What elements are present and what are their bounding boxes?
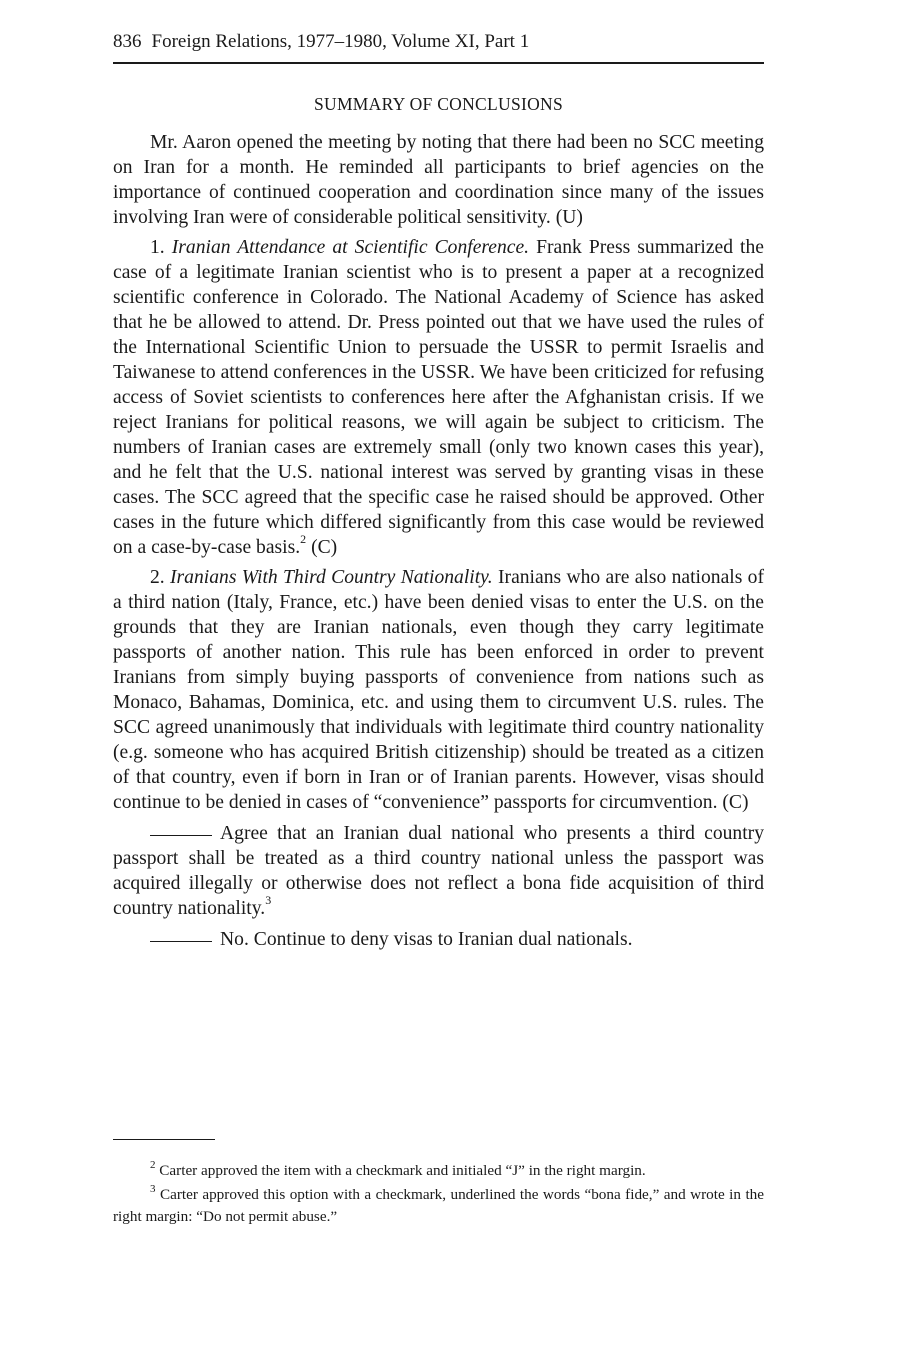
approval-blank-agree — [150, 834, 212, 836]
item-2-title: Iranians With Third Country Nationality. — [170, 567, 493, 588]
footnote-3 — [113, 1184, 764, 1228]
item-1-classification: (C) — [311, 537, 338, 558]
option-no — [113, 927, 764, 952]
footnote-3-number: 3 — [150, 1182, 156, 1195]
footnote-3-text: Carter approved this option with a checkmark, underlined the words “bona fide,” and wrote in the right margin: “Do not permit abuse.” — [113, 1186, 765, 1225]
footnote-ref-3[interactable]: 3 — [265, 893, 272, 908]
item-1-paragraph — [113, 235, 764, 560]
item-2-number: 2. — [150, 567, 165, 588]
section-heading: SUMMARY OF CONCLUSIONS — [313, 94, 564, 114]
footnote-divider — [113, 1139, 215, 1140]
option-no-text: No. Continue to deny visas to Iranian dual nationals. — [220, 929, 633, 950]
footnote-2-text: Carter approved the item with a checkmark and initialed “J” in the right margin. — [159, 1162, 646, 1179]
option-agree — [113, 821, 764, 921]
body-text — [113, 130, 764, 952]
footnote-ref-2[interactable]: 2 — [300, 532, 307, 547]
footnote-2-number: 2 — [150, 1158, 156, 1171]
approval-blank-no — [150, 940, 212, 942]
footnotes — [113, 1160, 764, 1230]
item-1-title: Iranian Attendance at Scientific Conference. — [171, 237, 530, 258]
item-2-text: Iranians who are also nationals of a third nation (Italy, France, etc.) have been denied visas to enter the U.S. on the grounds that they are Iranian nationals, even though they carry legitimate passports of another nation. This rule has been enforced in order to prevent Iranians from simply buying passports of convenience from nations such as Monaco, Bahamas, Dominica, etc. and using them to circumvent U.S. rules. The SCC agreed unanimously that individuals with legitimate third country nationality (e.g. someone who has acquired British citizenship) should be treated as a citizen of that country, even if born in Iran or of Iranian parents. However, visas should continue to be denied in cases of “convenience” passports for circumvention. (C) — [113, 567, 764, 813]
intro-paragraph: Mr. Aaron opened the meeting by noting that there had been no SCC meeting on Iran for a month. He reminded all participants to brief agencies on the importance of continued cooperation and coordination since many of the issues involving Iran were of considerable political sensitivity. (U) — [113, 132, 764, 228]
running-head-title: Foreign Relations, 1977–1980, Volume XI, Part 1 — [151, 31, 530, 52]
running-head — [113, 30, 764, 64]
option-agree-text: Agree that an Iranian dual national who presents a third country passport shall be treated as a third country national unless the passport was acquired illegally or otherwise does not reflect a bona fide acquisition of third country nationality. — [113, 823, 764, 919]
page-number: 836 — [113, 31, 142, 52]
item-2-paragraph — [113, 565, 764, 815]
page — [113, 30, 764, 957]
footnote-2 — [113, 1160, 764, 1182]
item-1-number: 1. — [150, 237, 165, 258]
item-1-text: Frank Press summarized the case of a legitimate Iranian scientist who is to present a paper at a recognized scientific conference in Colorado. The National Academy of Science has asked that he be allowed to attend. Dr. Press pointed out that we have used the rules of the International Scientific Union to persuade the USSR to permit Israelis and Taiwanese to attend conferences in the USSR. We have been criticized for refusing access of Soviet scientists to conferences here after the Afghanistan crisis. If we reject Iranians for political reasons, we will again be subject to criticism. The numbers of Iranian cases are extremely small (only two known cases this year), and he felt that the U.S. national interest was served by granting visas in these cases. The SCC agreed that the specific case he raised should be approved. Other cases in the future which differed significantly from this case would be reviewed on a case-by-case basis. — [113, 237, 764, 558]
